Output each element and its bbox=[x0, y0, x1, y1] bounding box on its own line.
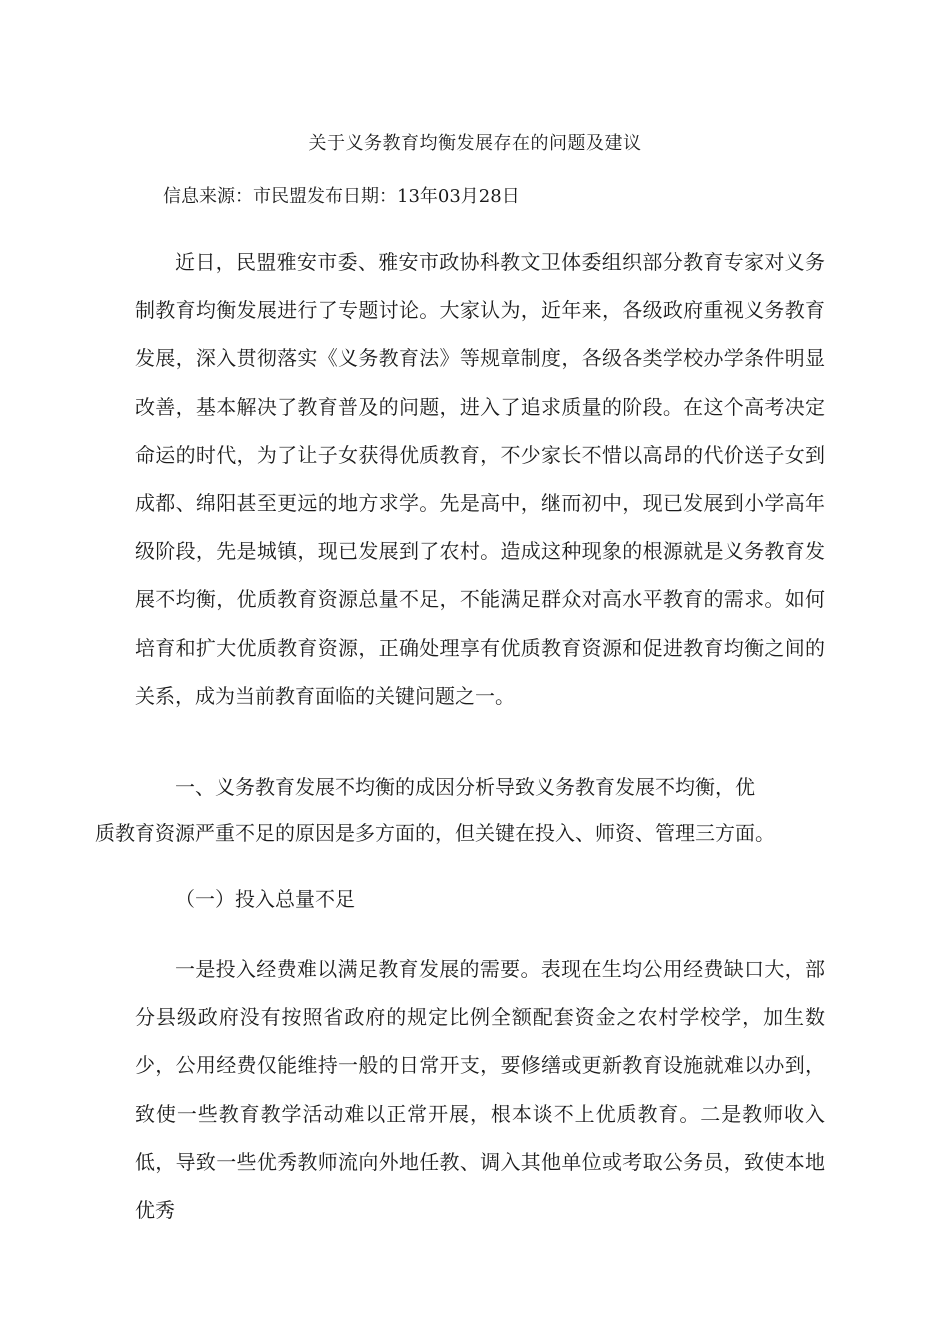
document-meta: 信息来源：市民盟发布日期：13年03月28日 bbox=[163, 186, 520, 207]
section-heading-line-2: 质教育资源严重不足的原因是多方面的，但关键在投入、师资、管理三方面。 bbox=[95, 821, 775, 845]
section-heading-one bbox=[95, 764, 825, 856]
paragraph-investment: 一是投入经费难以满足教育发展的需要。表现在生均公用经费缺口大，部分县级政府没有按照省政府的规定比例全额配套资金之农村学校学，加生数少，公用经费仅能维持一般的日常开支，要修缮或更新教育设施就难以办到，致使一些教育教学活动难以正常开展，根本谈不上优质教育。二是教师收入低，导致一些优秀教师流向外地任教、调入其他单位或考取公务员，致使本地优秀 bbox=[135, 957, 825, 1223]
section-heading-line-1: 一、义务教育发展不均衡的成因分析导致义务教育发展不均衡，优 bbox=[175, 775, 755, 799]
subsection-heading: （一）投入总量不足 bbox=[175, 887, 355, 911]
paragraph-intro: 近日，民盟雅安市委、雅安市政协科教文卫体委组织部分教育专家对义务制教育均衡发展进行了专题讨论。大家认为，近年来，各级政府重视义务教育发展，深入贯彻落实《义务教育法》等规章制度，各级各类学校办学条件明显改善，基本解决了教育普及的问题，进入了追求质量的阶段。在这个高考决定命运的时代，为了让子女获得优质教育，不少家长不惜以高昂的代价送子女到成都、绵阳甚至更远的地方求学。先是高中，继而初中，现已发展到小学高年级阶段，先是城镇，现已发展到了农村。造成这种现象的根源就是义务教育发展不均衡，优质教育资源总量不足，不能满足群众对高水平教育的需求。如何培育和扩大优质教育资源，正确处理享有优质教育资源和促进教育均衡之间的关系，成为当前教育面临的关键问题之一。 bbox=[135, 250, 825, 708]
document-title: 关于义务教育均衡发展存在的问题及建议 bbox=[308, 133, 642, 154]
